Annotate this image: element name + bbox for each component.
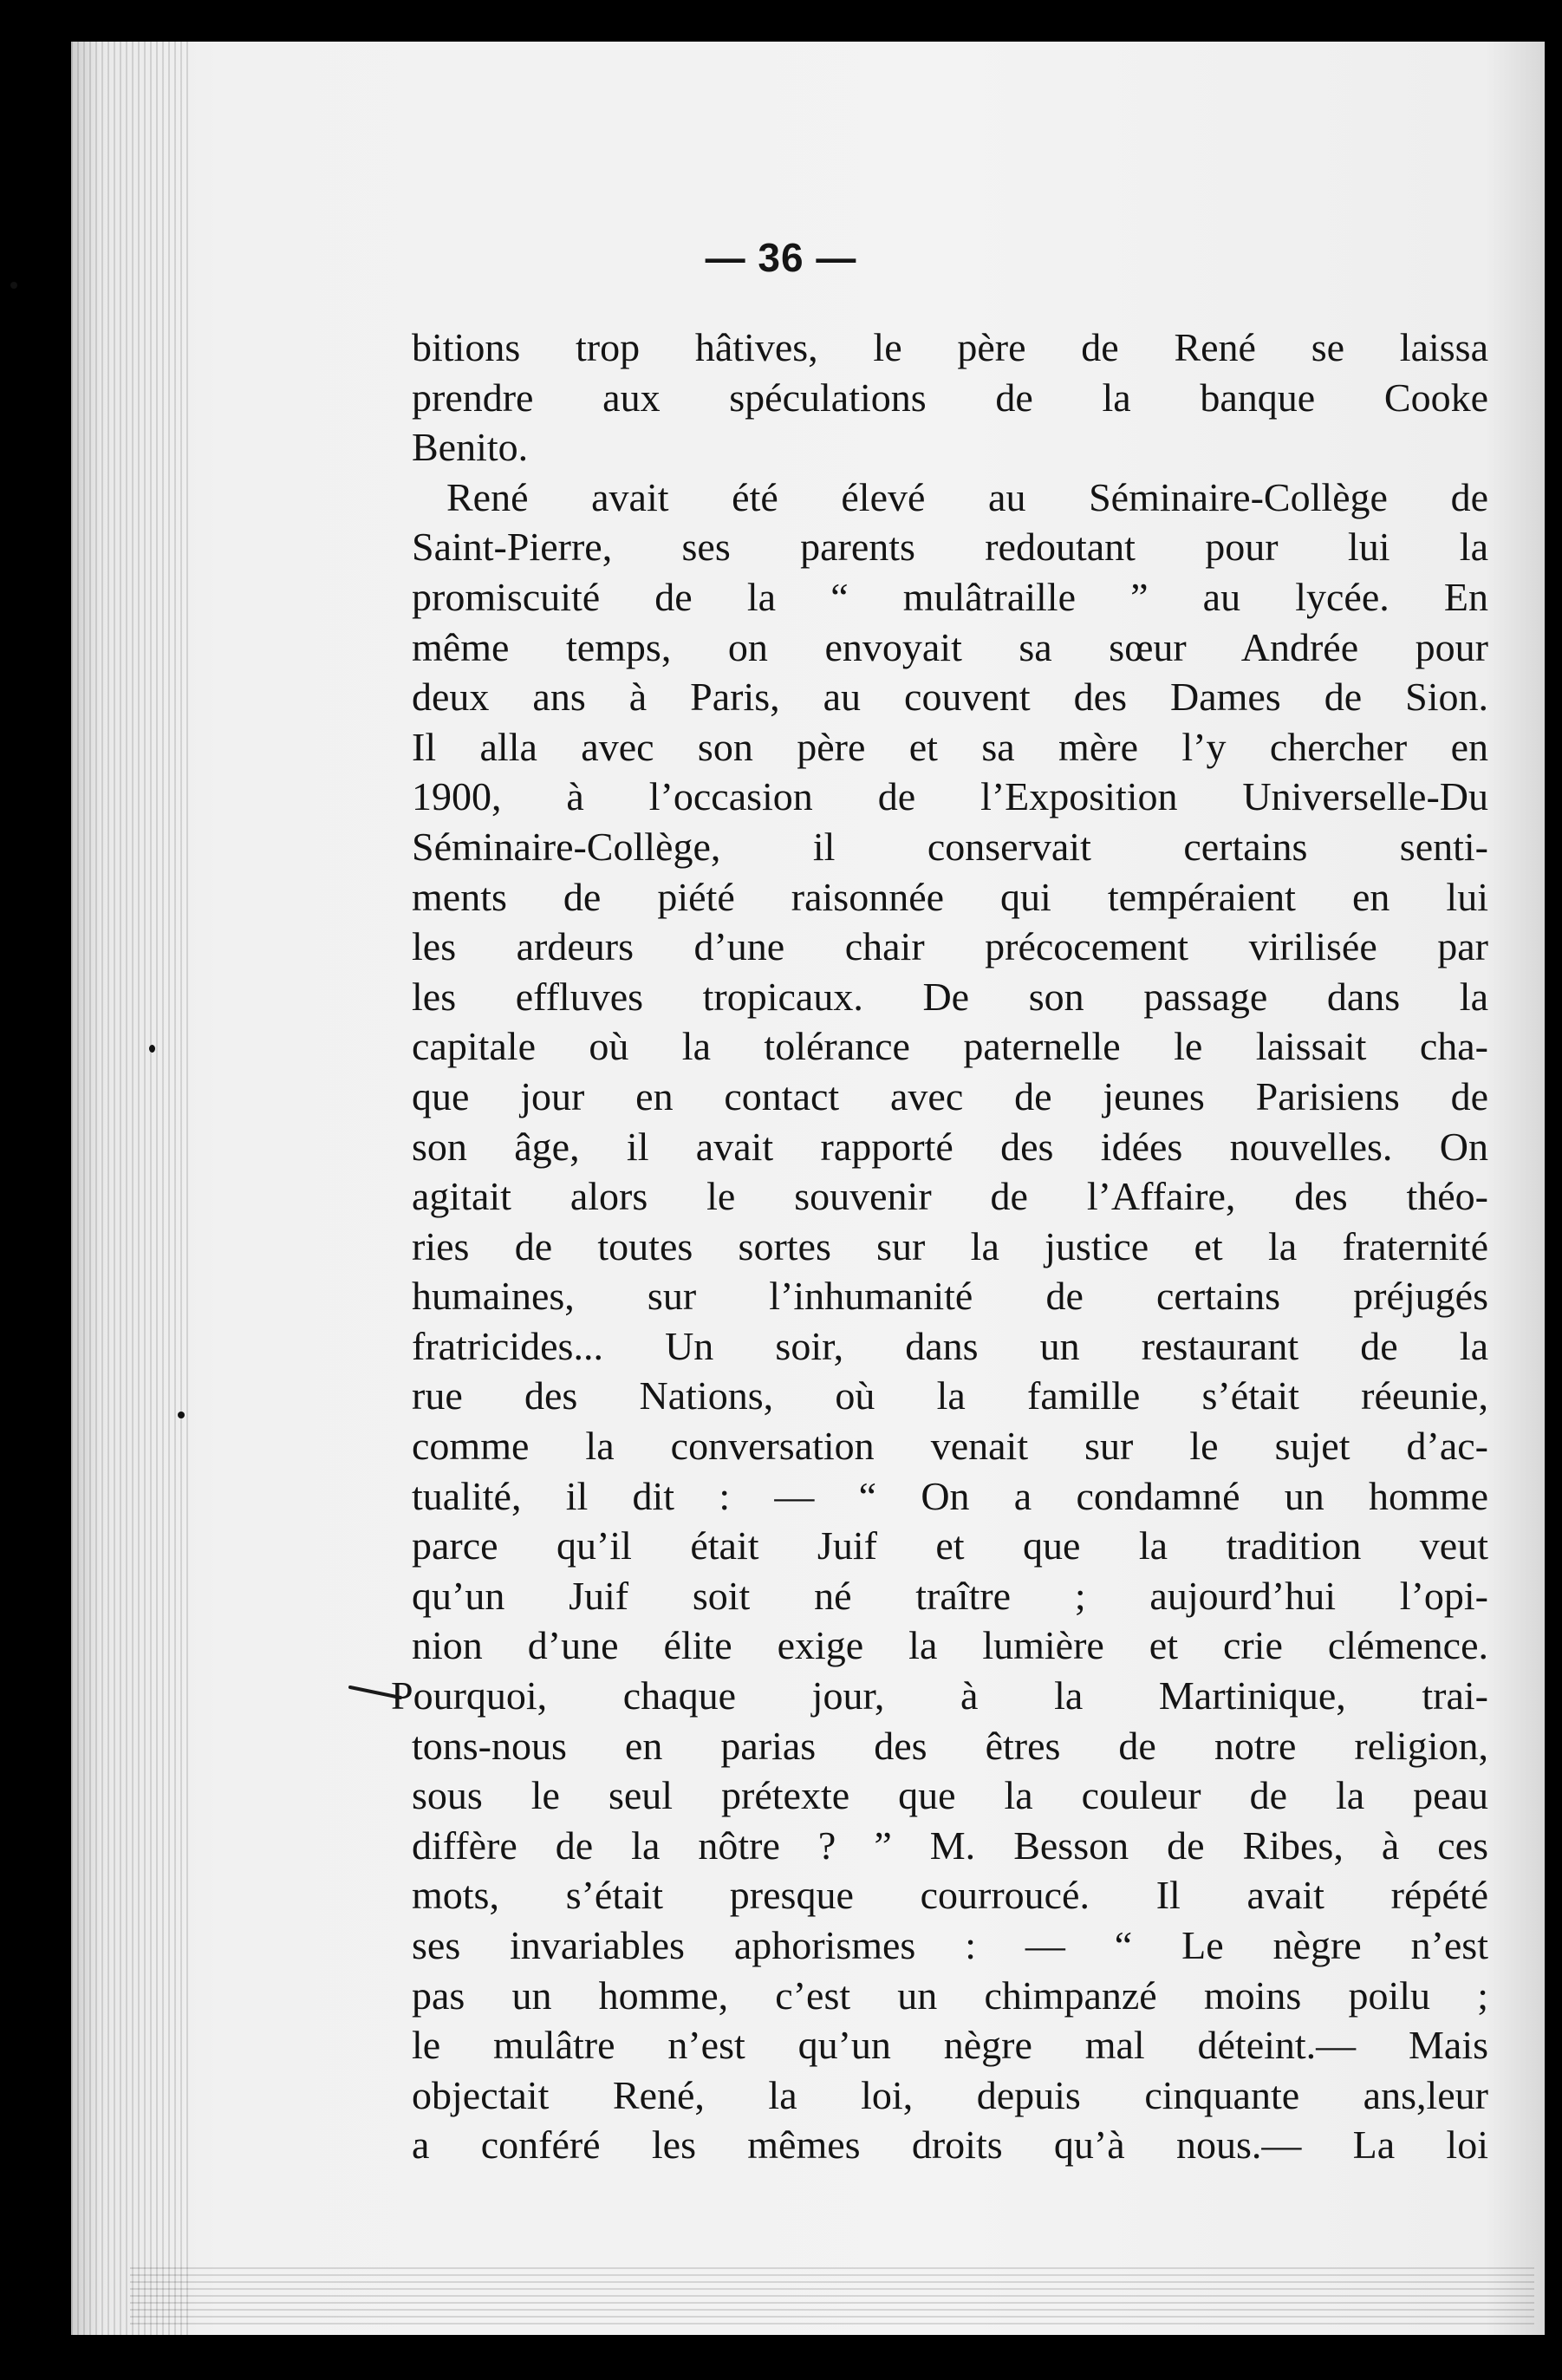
- text-line: que jour en contact avec de jeunes Parisiens de: [412, 1073, 1488, 1118]
- body-text: [391, 323, 1488, 2170]
- page-number: — 36 —: [705, 235, 857, 280]
- text-line: 1900, à l’occasion de l’Exposition Universelle-Du: [412, 774, 1488, 819]
- ink-speck: [10, 282, 17, 289]
- text-line: pas un homme, c’est un chimpanzé moins poilu ;: [412, 1972, 1488, 2018]
- text-line: a conféré les mêmes droits qu’à nous.— La loi: [412, 2122, 1488, 2168]
- text-line: prendre aux spéculations de la banque Cooke: [412, 375, 1488, 420]
- text-line: diffère de la nôtre ? ” M. Besson de Ribes, à ces: [412, 1822, 1488, 1868]
- text-line: nion d’une élite exige la lumière et crie clémence.: [412, 1623, 1488, 1668]
- text-line: parce qu’il était Juif et que la tradition veut: [412, 1523, 1488, 1568]
- text-line: sous le seul prétexte que la couleur de la peau: [412, 1773, 1488, 1818]
- ink-speck: [149, 1045, 155, 1053]
- text-line: agitait alors le souvenir de l’Affaire, des théo-: [412, 1174, 1488, 1219]
- text-line: bitions trop hâtives, le père de René se laissa: [412, 325, 1488, 369]
- text-line: Séminaire-Collège, il conservait certains senti-: [412, 824, 1488, 869]
- text-line: mots, s’était presque courroucé. Il avait répété: [412, 1873, 1488, 1918]
- text-line: fratricides... Un soir, dans un restaurant de la: [412, 1323, 1488, 1368]
- text-line: Saint-Pierre, ses parents redoutant pour lui la: [412, 525, 1488, 570]
- text-line: promiscuité de la “ mulâtraille ” au lycée. En: [412, 574, 1488, 619]
- page-edges-bottom: [130, 2267, 1534, 2328]
- text-line: ments de piété raisonnée qui tempéraient en lui: [412, 874, 1488, 919]
- text-line: deux ans à Paris, au couvent des Dames de Sion.: [412, 675, 1488, 720]
- ink-speck: [178, 1412, 185, 1418]
- text-line: Pourquoi, chaque jour, à la Martinique, trai-: [391, 1673, 1488, 1718]
- text-line: Benito.: [412, 425, 529, 470]
- text-line: même temps, on envoyait sa sœur Andrée pour: [412, 624, 1488, 669]
- text-line: les ardeurs d’une chair précocement virilisée par: [412, 924, 1488, 969]
- text-line: ses invariables aphorismes : — “ Le nègre n’est: [412, 1923, 1488, 1967]
- page-edges-left: [71, 42, 192, 2335]
- text-line: humaines, sur l’inhumanité de certains préjugés: [412, 1274, 1488, 1319]
- text-line: les effluves tropicaux. De son passage dans la: [412, 974, 1488, 1019]
- text-line: objectait René, la loi, depuis cinquante ans,leur: [412, 2072, 1488, 2117]
- text-line: qu’un Juif soit né traître ; aujourd’hui l’opi-: [412, 1573, 1488, 1618]
- marginal-arrow-mark: [348, 1684, 409, 1701]
- text-line: ries de toutes sortes sur la justice et la fraternité: [412, 1223, 1488, 1268]
- text-line: tualité, il dit : — “ On a condamné un homme: [412, 1473, 1488, 1518]
- text-line: son âge, il avait rapporté des idées nouvelles. On: [412, 1124, 1488, 1169]
- text-line: René avait été élevé au Séminaire-Collège de: [446, 474, 1488, 519]
- text-line: tons-nous en parias des êtres de notre religion,: [412, 1723, 1488, 1768]
- text-line: comme la conversation venait sur le sujet d’ac-: [412, 1424, 1488, 1469]
- text-line: le mulâtre n’est qu’un nègre mal déteint.— Mais: [412, 2023, 1488, 2068]
- text-line: Il alla avec son père et sa mère l’y chercher en: [412, 724, 1488, 769]
- text-line: capitale où la tolérance paternelle le laissait cha-: [412, 1024, 1488, 1069]
- text-line: rue des Nations, où la famille s’était réeunie,: [412, 1373, 1488, 1418]
